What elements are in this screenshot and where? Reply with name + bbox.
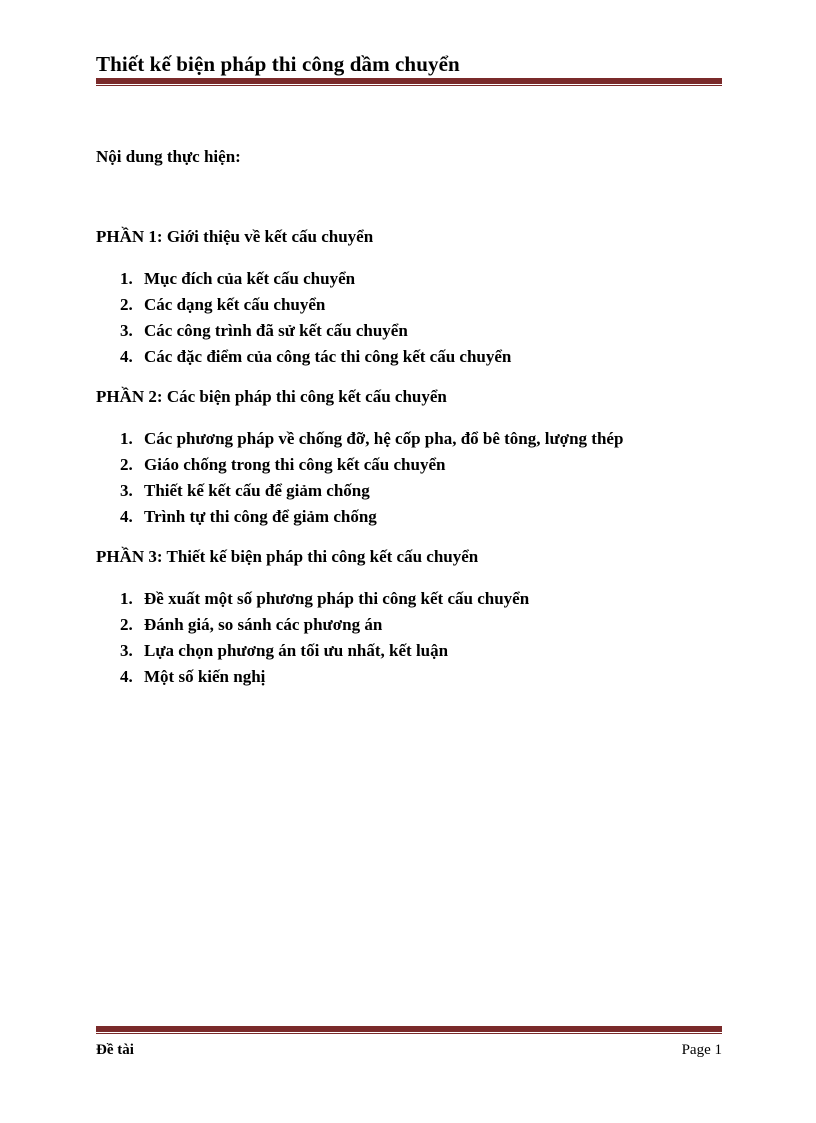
- list-text: Các công trình đã sử kết cấu chuyển: [144, 321, 408, 340]
- list-number: 3.: [120, 641, 133, 660]
- list-item: [96, 344, 726, 370]
- section-list: [96, 586, 726, 690]
- list-text: Trình tự thi công để giảm chống: [144, 507, 377, 526]
- list-text: Lựa chọn phương án tối ưu nhất, kết luận: [144, 641, 449, 660]
- list-text: Giáo chống trong thi công kết cấu chuyển: [144, 455, 446, 474]
- list-text: Một số kiến nghị: [144, 667, 266, 686]
- list-item: [96, 452, 726, 478]
- page-footer: [96, 1026, 722, 1060]
- section-title: PHẦN 1: Giới thiệu về kết cấu chuyển: [96, 227, 374, 246]
- document-body: [96, 146, 726, 706]
- list-number: 1.: [120, 429, 133, 448]
- footer-label: Đề tài: [96, 1042, 134, 1058]
- page-number: Page 1: [681, 1042, 722, 1058]
- list-number: 1.: [120, 269, 133, 288]
- header-rule-thin: [96, 85, 722, 86]
- section-1: [96, 226, 726, 370]
- list-number: 2.: [120, 455, 133, 474]
- list-text: Đánh giá, so sánh các phương án: [144, 615, 383, 634]
- page-header: [96, 50, 722, 86]
- footer-row: [96, 1040, 722, 1060]
- list-item: [96, 638, 726, 664]
- list-item: [96, 292, 726, 318]
- list-item: [96, 664, 726, 690]
- list-text: Các đặc điểm của công tác thi công kết cấu chuyển: [144, 347, 512, 366]
- section-list: [96, 426, 726, 530]
- list-number: 2.: [120, 295, 133, 314]
- section-3: [96, 546, 726, 690]
- section-list: [96, 266, 726, 370]
- footer-rule: [96, 1026, 722, 1032]
- list-item: [96, 266, 726, 292]
- section-2: [96, 386, 726, 530]
- list-number: 3.: [120, 481, 133, 500]
- list-text: Thiết kế kết cấu để giảm chống: [144, 481, 370, 500]
- list-number: 2.: [120, 615, 133, 634]
- list-item: [96, 318, 726, 344]
- list-item: [96, 586, 726, 612]
- document-title: Thiết kế biện pháp thi công dầm chuyển: [96, 52, 460, 76]
- list-text: Mục đích của kết cấu chuyển: [144, 269, 356, 288]
- list-number: 4.: [120, 507, 133, 526]
- list-text: Đề xuất một số phương pháp thi công kết cấu chuyển: [144, 589, 530, 608]
- list-text: Các dạng kết cấu chuyển: [144, 295, 326, 314]
- footer-rule-thin: [96, 1033, 722, 1034]
- list-number: 4.: [120, 347, 133, 366]
- list-item: [96, 504, 726, 530]
- list-text: Các phương pháp về chống đỡ, hệ cốp pha, đổ bê tông, lượng thép: [144, 429, 624, 448]
- intro-heading: Nội dung thực hiện:: [96, 147, 241, 166]
- header-rule: [96, 78, 722, 84]
- section-title: PHẦN 3: Thiết kế biện pháp thi công kết cấu chuyển: [96, 547, 479, 566]
- list-number: 1.: [120, 589, 133, 608]
- list-number: 4.: [120, 667, 133, 686]
- list-number: 3.: [120, 321, 133, 340]
- list-item: [96, 478, 726, 504]
- section-title: PHẦN 2: Các biện pháp thi công kết cấu chuyển: [96, 387, 447, 406]
- list-item: [96, 426, 726, 452]
- list-item: [96, 612, 726, 638]
